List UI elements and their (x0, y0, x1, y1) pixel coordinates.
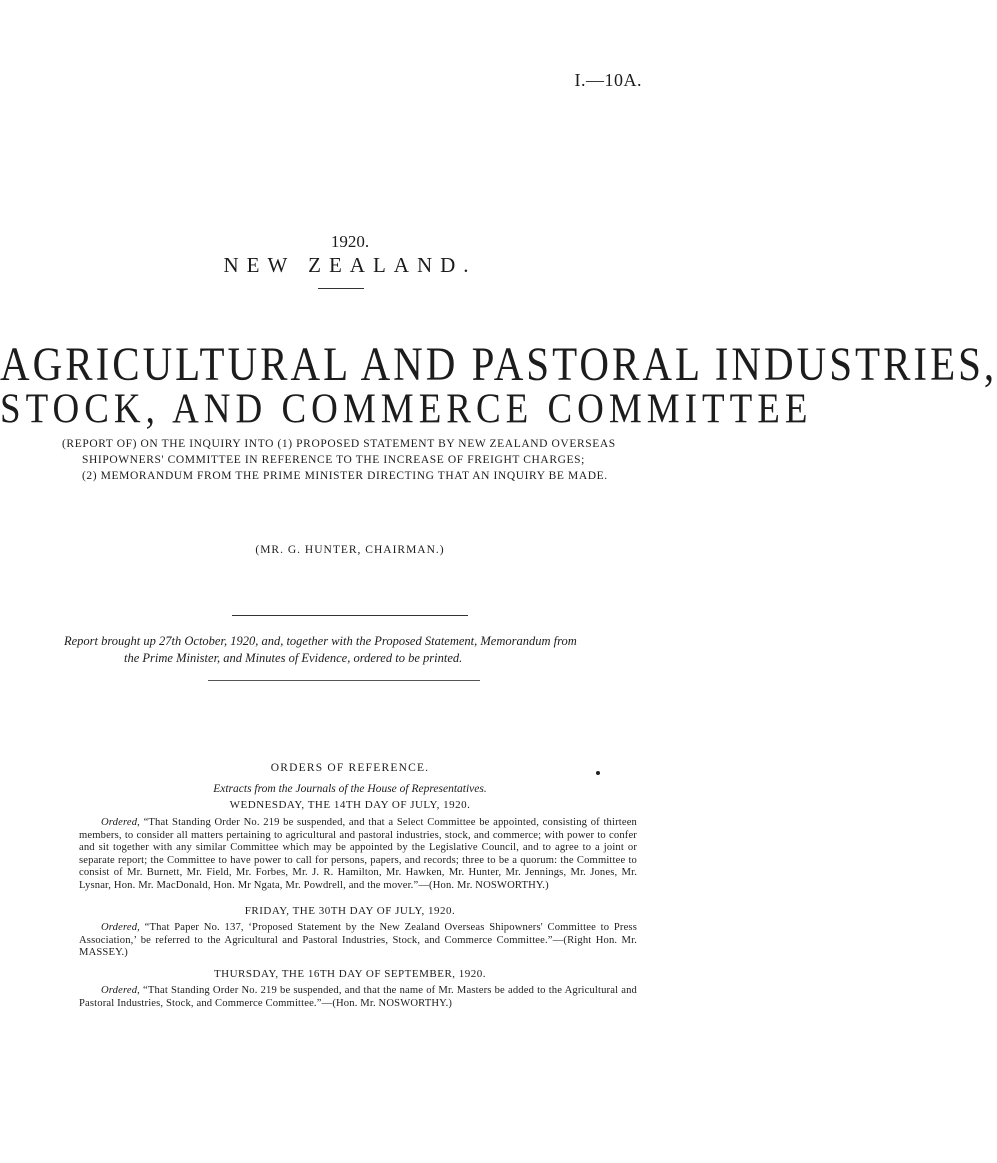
ordered-label: Ordered, (101, 985, 140, 996)
paper-reference: I.—10A. (574, 70, 642, 90)
order-text: “That Standing Order No. 219 be suspended, and that the name of Mr. Masters be added to the Agricultural and Pastoral Industries, Stock, and Commerce Committee.”—(Hon. Mr. NOSWORTHY.) (79, 985, 637, 1009)
report-subtitle (62, 436, 642, 484)
committee-title-line1: AGRICULTURAL AND PASTORAL INDUSTRIES, (0, 337, 997, 391)
divider (318, 288, 364, 289)
report-note-line2: the Prime Minister, and Minutes of Evidence, ordered to be printed. (124, 651, 463, 665)
committee-title-line2: STOCK, AND COMMERCE COMMITTEE (0, 385, 813, 434)
date-heading: WEDNESDAY, THE 14TH DAY OF JULY, 1920. (229, 799, 471, 811)
order-paragraph (79, 922, 637, 960)
order-paragraph (79, 817, 637, 893)
orders-of-reference-heading: ORDERS OF REFERENCE. (270, 762, 430, 774)
order-text: “That Standing Order No. 219 be suspended, and that a Select Committee be appointed, consisting of thirteen members, to consider all matters pertaining to agricultural and pastoral industries, stock, and commerce; with power to confer and sit together with any similar Committee which may be appointed by the Legislative Council, and to agree to a joint or separate report; the Committee to have power to call for persons, papers, and records; three to be a quorum: the Committee to consist of Mr. Burnett, Mr. Field, Mr. Forbes, Mr. J. R. Hamilton, Mr. Hawken, Mr. Hunter, Mr. Jennings, Mr. Jones, Mr. Lysnar, Hon. Mr. MacDonald, Hon. Mr Ngata, Mr. Powdrell, and the mover.”—(Hon. Mr. NOSWORTHY.) (79, 817, 637, 891)
divider (232, 615, 468, 616)
country-heading: NEW ZEALAND. (223, 253, 477, 277)
subtitle-line3: (2) MEMORANDUM FROM THE PRIME MINISTER DIRECTING THAT AN INQUIRY BE MADE. (82, 470, 608, 482)
report-note-line1: Report brought up 27th October, 1920, and, together with the Proposed Statement, Memorandum from (64, 634, 577, 648)
subtitle-line1: (REPORT OF) ON THE INQUIRY INTO (1) PROPOSED STATEMENT BY NEW ZEALAND OVERSEAS (62, 438, 616, 450)
subtitle-line2: SHIPOWNERS' COMMITTEE IN REFERENCE TO THE INCREASE OF FREIGHT CHARGES; (82, 454, 585, 466)
ink-dot (596, 771, 600, 775)
date-heading: THURSDAY, THE 16TH DAY OF SEPTEMBER, 1920. (213, 968, 487, 980)
year: 1920. (330, 232, 370, 251)
ordered-label: Ordered, (101, 817, 140, 828)
divider (208, 680, 480, 681)
extracts-heading: Extracts from the Journals of the House of Representatives. (213, 783, 487, 795)
ordered-label: Ordered, (101, 922, 140, 933)
date-heading: FRIDAY, THE 30TH DAY OF JULY, 1920. (244, 905, 456, 917)
chairman: (MR. G. HUNTER, CHAIRMAN.) (255, 544, 445, 556)
report-note (64, 633, 644, 667)
order-text: “That Paper No. 137, ‘Proposed Statement by the New Zealand Overseas Shipowners' Committee to Press Association,’ be referred to the Agricultural and Pastoral Industries, Stock, and Commerce Committee.”—(Right Hon. Mr. MASSEY.) (79, 922, 637, 959)
order-paragraph (79, 985, 637, 1010)
